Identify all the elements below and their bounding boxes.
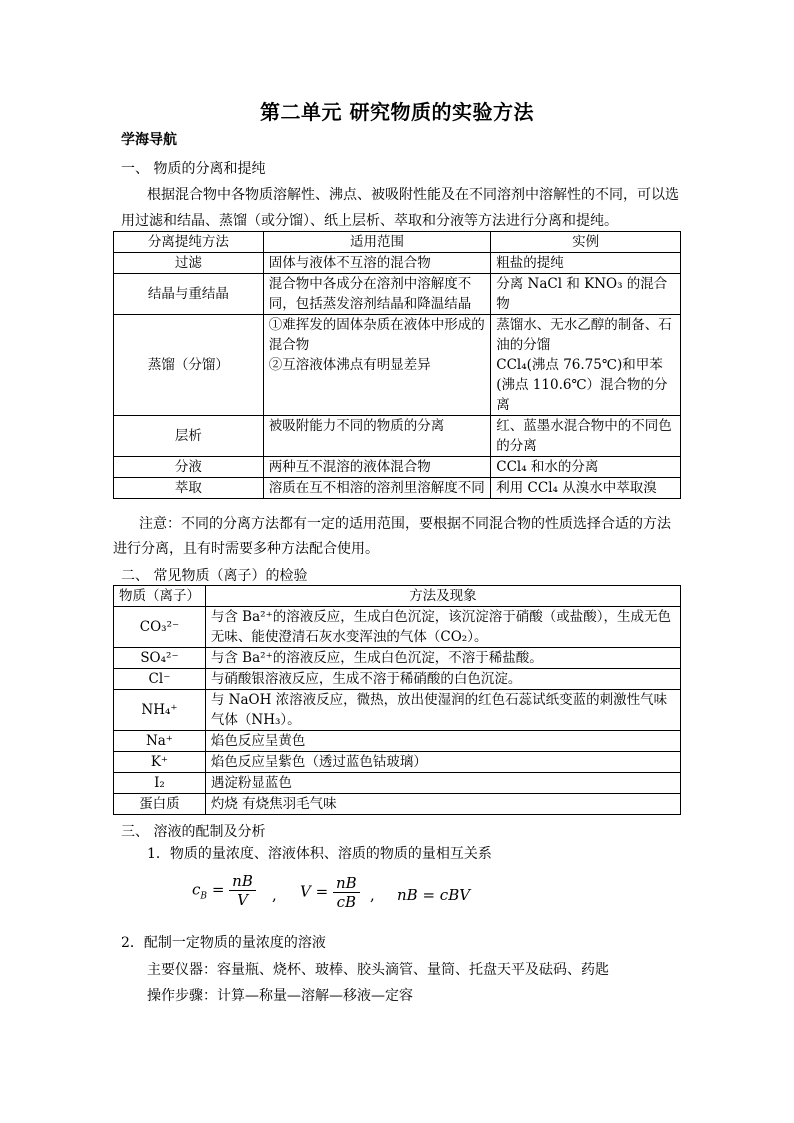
formula-concentration: $c_B$ = $\frac{nB}{V}$: [192, 872, 256, 909]
table-row: [114, 416, 681, 457]
example-cell: 利用 CCl₄ 从溴水中萃取溴: [491, 478, 681, 499]
substance-cell: I₂: [114, 773, 206, 794]
substance-cell: 蛋白质: [114, 794, 206, 815]
range-cell: 两种互不混溶的液体混合物: [263, 457, 491, 478]
method-cell: 分液: [114, 457, 264, 478]
method-cell: 蒸馏（分馏）: [114, 315, 264, 416]
formula-amount: nB = cBV: [397, 886, 471, 904]
section1-heading: 一、 物质的分离和提纯: [121, 161, 266, 177]
section3-heading: 三、 溶液的配制及分析: [121, 824, 266, 840]
table-row: [114, 669, 681, 690]
range-cell: ①难挥发的固体杂质在液体中形成的混合物 ②互溶液体沸点有明显差异: [263, 315, 491, 416]
table-row: [114, 752, 681, 773]
method-cell: 与硝酸银溶液反应，生成不溶于稀硝酸的白色沉淀。: [205, 669, 680, 690]
substance-cell: CO₃²⁻: [114, 607, 206, 648]
table-row: [114, 478, 681, 499]
formula1-left-sub: B: [200, 891, 208, 902]
method-cell: 层析: [114, 416, 264, 457]
section3-sub1: 1．物质的量浓度、溶液体积、溶质的物质的量相互关系: [147, 846, 492, 862]
formula2-left: V: [300, 882, 311, 901]
table-header-row: [114, 586, 681, 607]
substance-cell: NH₄⁺: [114, 690, 206, 731]
formula2-numerator: nB: [333, 874, 360, 893]
range-cell: 被吸附能力不同的物质的分离: [263, 416, 491, 457]
range-cell: 混合物中各成分在溶剂中溶解度不同，包括蒸发溶剂结晶和降温结晶: [263, 274, 491, 315]
range-cell: 固体与液体不互溶的混合物: [263, 253, 491, 274]
table-header-cell: 适用范围: [263, 232, 491, 253]
table-row: [114, 794, 681, 815]
page-title: 第二单元 研究物质的实验方法: [260, 100, 534, 124]
table-row: [114, 607, 681, 648]
substance-cell: K⁺: [114, 752, 206, 773]
formula-separator-1: ,: [272, 886, 277, 904]
section3-sub2: 2．配制一定物质的量浓度的溶液: [121, 935, 326, 951]
table-header-cell: 分离提纯方法: [114, 232, 264, 253]
method-cell: 结晶与重结晶: [114, 274, 264, 315]
section-nav-heading: 学海导航: [121, 132, 177, 148]
formula1-numerator: nB: [229, 872, 256, 891]
table-header-cell: 方法及现象: [205, 586, 680, 607]
example-cell: 粗盐的提纯: [491, 253, 681, 274]
note-line1: 注意：不同的分离方法都有一定的适用范围，要根据不同混合物的性质选择合适的方法: [139, 516, 671, 532]
formula1-denominator: V: [237, 891, 248, 909]
table-row: [114, 457, 681, 478]
table-header-row: [114, 232, 681, 253]
note-line2: 进行分离，且有时需要多种方法配合使用。: [113, 541, 379, 557]
substance-cell: Na⁺: [114, 731, 206, 752]
section2-heading: 二、 常见物质（离子）的检验: [121, 568, 308, 584]
example-cell: CCl₄ 和水的分离: [491, 457, 681, 478]
section1-paragraph-line2: 用过滤和结晶、蒸馏（或分馏）、纸上层析、萃取和分液等方法进行分离和提纯。: [121, 213, 618, 229]
formula1-fraction: [229, 872, 256, 909]
formula1-left: c: [192, 880, 201, 899]
example-cell: 分离 NaCl 和 KNO₃ 的混合物: [491, 274, 681, 315]
method-cell: 过滤: [114, 253, 264, 274]
table-row: [114, 690, 681, 731]
method-cell: 与含 Ba²⁺的溶液反应，生成白色沉淀，不溶于稀盐酸。: [205, 648, 680, 669]
table-row: [114, 274, 681, 315]
table-row: [114, 253, 681, 274]
substance-cell: SO₄²⁻: [114, 648, 206, 669]
table-header-cell: 物质（离子）: [114, 586, 206, 607]
substance-cell: Cl⁻: [114, 669, 206, 690]
method-cell: 焰色反应呈紫色（透过蓝色钴玻璃）: [205, 752, 680, 773]
steps-line: 操作步骤：计算—称量—溶解—移液—定容: [147, 988, 413, 1004]
method-cell: 焰色反应呈黄色: [205, 731, 680, 752]
method-cell: 与 NaOH 浓溶液反应，微热，放出使湿润的红色石蕊试纸变蓝的刺激性气味气体（NH₃）。: [205, 690, 680, 731]
table-row: [114, 648, 681, 669]
separation-methods-table: [113, 231, 681, 499]
example-cell: 蒸馏水、无水乙醇的制备、石油的分馏 CCl₄(沸点 76.75℃)和甲苯(沸点 110.6℃）混合物的分离: [491, 315, 681, 416]
method-cell: 遇淀粉显蓝色: [205, 773, 680, 794]
table-row: [114, 731, 681, 752]
formula-separator-2: ,: [370, 886, 375, 904]
section1-paragraph-line1: 根据混合物中各物质溶解性、沸点、被吸附性能及在不同溶剂中溶解性的不同，可以选: [147, 187, 679, 203]
formula2-denominator: cB: [336, 893, 357, 911]
ion-tests-table: [113, 585, 681, 815]
table-header-cell: 实例: [491, 232, 681, 253]
method-cell: 与含 Ba²⁺的溶液反应，生成白色沉淀，该沉淀溶于硝酸（或盐酸），生成无色无味、能使澄清石灰水变浑浊的气体（CO₂）。: [205, 607, 680, 648]
table-row: [114, 315, 681, 416]
method-cell: 灼烧 有烧焦羽毛气味: [205, 794, 680, 815]
instruments-line: 主要仪器：容量瓶、烧杯、玻棒、胶头滴管、量筒、托盘天平及砝码、药匙: [147, 962, 609, 978]
formula-volume: V = $\frac{nB}{cB}$: [300, 874, 360, 911]
method-cell: 萃取: [114, 478, 264, 499]
formula2-fraction: [333, 874, 360, 911]
example-cell: 红、蓝墨水混合物中的不同色的分离: [491, 416, 681, 457]
range-cell: 溶质在互不相溶的溶剂里溶解度不同: [263, 478, 491, 499]
table-row: [114, 773, 681, 794]
